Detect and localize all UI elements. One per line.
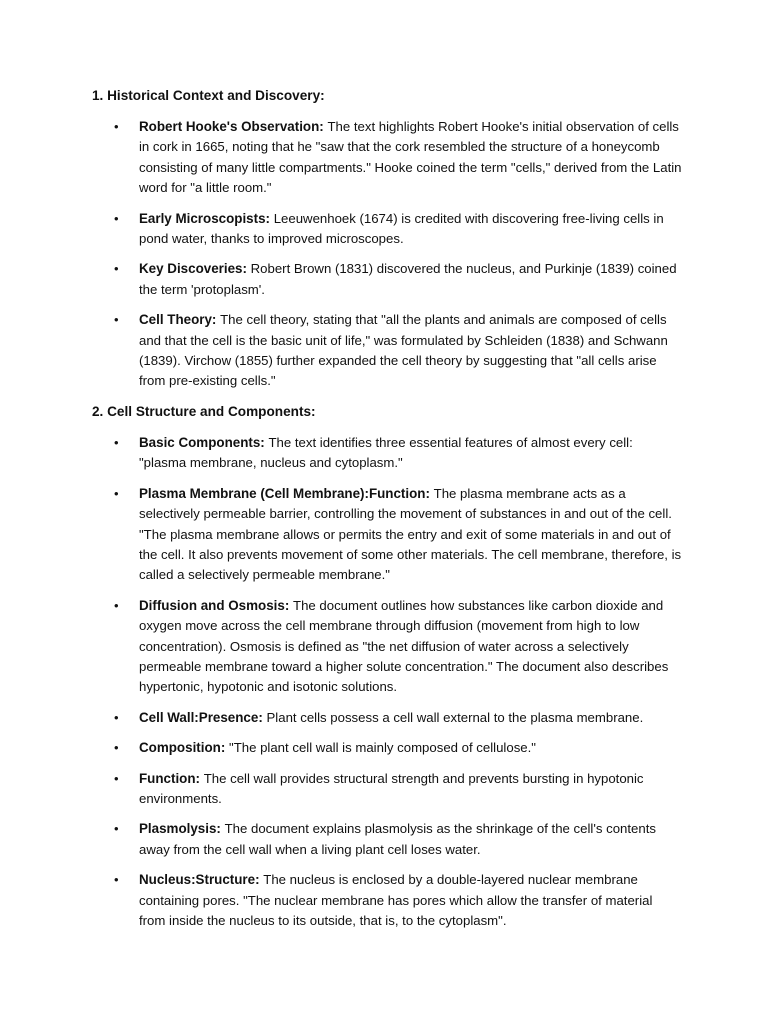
item-text: Leeuwenhoek (1674) is credited with discovering free-living cells in pond water, thanks to improved microscopes. — [139, 210, 664, 247]
item-text: The plasma membrane acts as a selectively permeable barrier, controlling the movement of substances in and out of the cell. "The plasma membrane allows or permits the entry and exit of some materials in and out of the cell. It also prevents movement of some other materials. The cell membrane, therefore, is called a selectively permeable membrane." — [139, 485, 682, 583]
item-text: The text highlights Robert Hooke's initial observation of cells in cork in 1665, noting that he "saw that the cork resembled the structure of a honeycomb consisting of many little compartments." Hooke coined the term "cells," derived from the Latin word for "a little room." — [139, 119, 682, 196]
list-item — [92, 738, 682, 758]
item-text: The cell theory, stating that "all the plants and animals are composed of cells and that the cell is the basic unit of life," was formulated by Schleiden (1838) and Schwann (1839). Virchow (1855) further expanded the cell theory by suggesting that "all cells arise from pre-existing cells." — [139, 312, 668, 389]
bullet-list — [92, 117, 682, 392]
list-item — [92, 310, 682, 392]
list-item — [92, 259, 682, 300]
list-item — [92, 209, 682, 250]
item-lead: Cell Theory: — [139, 312, 221, 328]
list-item — [92, 433, 682, 474]
item-lead: Plasmolysis: — [139, 821, 225, 837]
bullet-icon: • — [114, 485, 119, 501]
bullet-icon: • — [114, 119, 119, 134]
item-lead: Basic Components: — [139, 434, 269, 450]
list-item — [92, 819, 682, 860]
item-lead: Cell Wall:Presence: — [139, 709, 267, 725]
list-item — [92, 708, 682, 728]
item-lead: Composition: — [139, 740, 230, 756]
bullet-icon: • — [114, 821, 119, 837]
item-lead: Key Discoveries: — [139, 261, 251, 277]
section-heading: 1. Historical Context and Discovery: — [92, 88, 325, 103]
item-text: The cell wall provides structural strength and prevents bursting in hypotonic environments. — [139, 770, 644, 806]
item-text: The text identifies three essential features of almost every cell: "plasma membrane, nucleus and cytoplasm." — [139, 434, 633, 471]
bullet-icon: • — [114, 740, 119, 756]
item-lead: Plasma Membrane (Cell Membrane):Function: — [139, 485, 434, 501]
bullet-icon: • — [114, 709, 119, 725]
item-text: Robert Brown (1831) discovered the nucleus, and Purkinje (1839) coined the term 'protoplasm'. — [139, 261, 677, 297]
bullet-icon: • — [114, 210, 119, 226]
bullet-icon: • — [114, 434, 119, 450]
section-cell-structure — [92, 402, 682, 932]
item-text: "The plant cell wall is mainly composed of cellulose." — [229, 740, 536, 756]
bullet-icon: • — [114, 770, 119, 786]
bullet-icon: • — [114, 872, 119, 888]
item-text: The document explains plasmolysis as the shrinkage of the cell's contents away from the cell wall when a living plant cell loses water. — [139, 821, 656, 857]
bullet-icon: • — [114, 261, 119, 277]
section-historical-context — [92, 86, 682, 392]
item-text: The document outlines how substances like carbon dioxide and oxygen move across the cell membrane through diffusion (movement from high to low concentration). Osmosis is defined as "the net diffusion of water across a selectively permeable membrane toward a higher solute concentration." The document also describes hypertonic, hypotonic and isotonic solutions. — [139, 597, 669, 695]
item-text: Plant cells possess a cell wall external to the plasma membrane. — [266, 709, 644, 725]
item-text: The nucleus is enclosed by a double-layered nuclear membrane containing pores. "The nuclear membrane has pores which allow the transfer of material from inside the nucleus to its outside, that is, to the cytoplasm". — [139, 872, 653, 928]
list-item — [92, 117, 682, 199]
list-item — [92, 596, 682, 698]
document-body — [92, 86, 682, 941]
bullet-icon: • — [114, 597, 119, 613]
item-lead: Nucleus:Structure: — [139, 872, 264, 888]
item-lead: Function: — [139, 770, 204, 786]
bullet-icon: • — [114, 312, 119, 328]
item-lead: Robert Hooke's Observation: — [139, 119, 328, 134]
list-item — [92, 484, 682, 586]
list-item — [92, 870, 682, 931]
item-lead: Early Microscopists: — [139, 210, 274, 226]
list-item — [92, 769, 682, 810]
section-heading: 2. Cell Structure and Components: — [92, 403, 316, 419]
bullet-list — [92, 433, 682, 932]
item-lead: Diffusion and Osmosis: — [139, 597, 294, 613]
